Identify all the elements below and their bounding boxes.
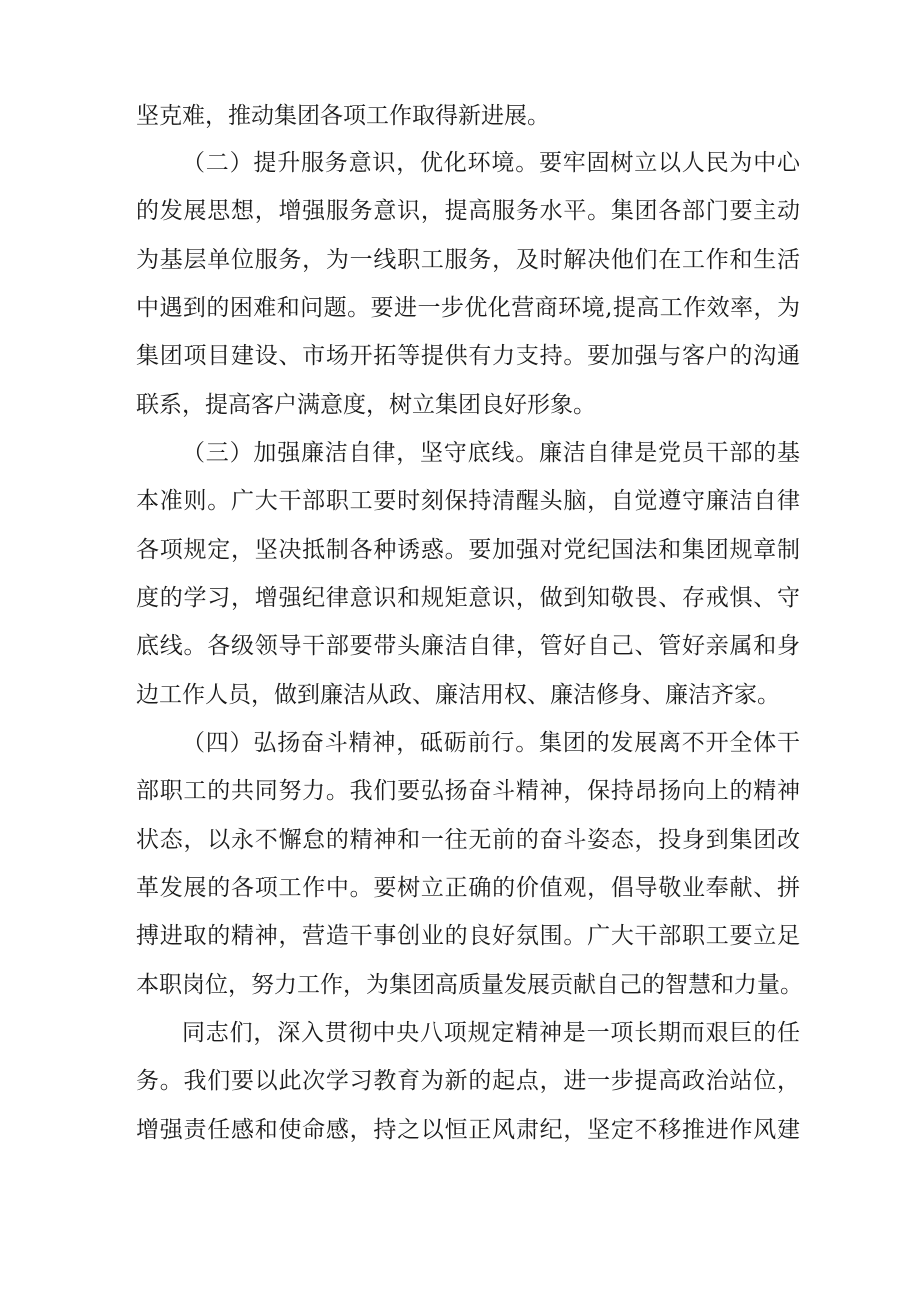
text-line: 部职工的共同努力。我们要弘扬奋斗精神，保持昂扬向上的精神	[136, 778, 800, 804]
text-line: 本职岗位，努力工作，为集团高质量发展贡献自己的智慧和力量。	[136, 972, 803, 998]
text-line: 本准则。广大干部职工要时刻保持清醒头脑，自觉遵守廉洁自律	[136, 488, 800, 514]
text-line: 状态，以永不懈怠的精神和一往无前的奋斗姿态，投身到集团改	[136, 827, 800, 853]
paragraph-heading-line: （四）弘扬奋斗精神，砥砺前行。集团的发展离不开全体干	[182, 730, 800, 756]
text-line: 底线。各级领导干部要带头廉洁自律，管好自己、管好亲属和身	[136, 633, 800, 659]
text-line: 的发展思想，增强服务意识，提高服务水平。集团各部门要主动	[136, 198, 800, 224]
text-line: 革发展的各项工作中。要树立正确的价值观，倡导敬业奉献、拼	[136, 875, 800, 901]
text-line: 各项规定，坚决抵制各种诱惑。要加强对党纪国法和集团规章制	[136, 537, 800, 563]
text-line: 为基层单位服务，为一线职工服务，及时解决他们在工作和生活	[136, 247, 800, 273]
text-line: 搏进取的精神，营造干事创业的良好氛围。广大干部职工要立足	[136, 923, 800, 949]
text-line: 联系，提高客户满意度，树立集团良好形象。	[136, 392, 596, 418]
paragraph-heading-line: （二）提升服务意识，优化环境。要牢固树立以人民为中心	[182, 150, 800, 176]
text-line: 度的学习，增强纪律意识和规矩意识，做到知敬畏、存戒惧、守	[136, 585, 800, 611]
text-line: 中遇到的困难和问题。要进一步优化营商环境,提高工作效率，为	[136, 295, 800, 321]
text-line: 边工作人员，做到廉洁从政、廉洁用权、廉洁修身、廉洁齐家。	[136, 682, 780, 708]
text-line: 务。我们要以此次学习教育为新的起点，进一步提高政治站位，	[136, 1068, 800, 1094]
paragraph-start-line: 同志们，深入贯彻中央八项规定精神是一项长期而艰巨的任	[182, 1020, 800, 1046]
text-line: 坚克难，推动集团各项工作取得新进展。	[136, 103, 550, 129]
text-line: 增强责任感和使命感，持之以恒正风肃纪，坚定不移推进作风建	[136, 1117, 800, 1143]
paragraph-heading-line: （三）加强廉洁自律，坚守底线。廉洁自律是党员干部的基	[182, 440, 800, 466]
text-line: 集团项目建设、市场开拓等提供有力支持。要加强与客户的沟通	[136, 343, 800, 369]
